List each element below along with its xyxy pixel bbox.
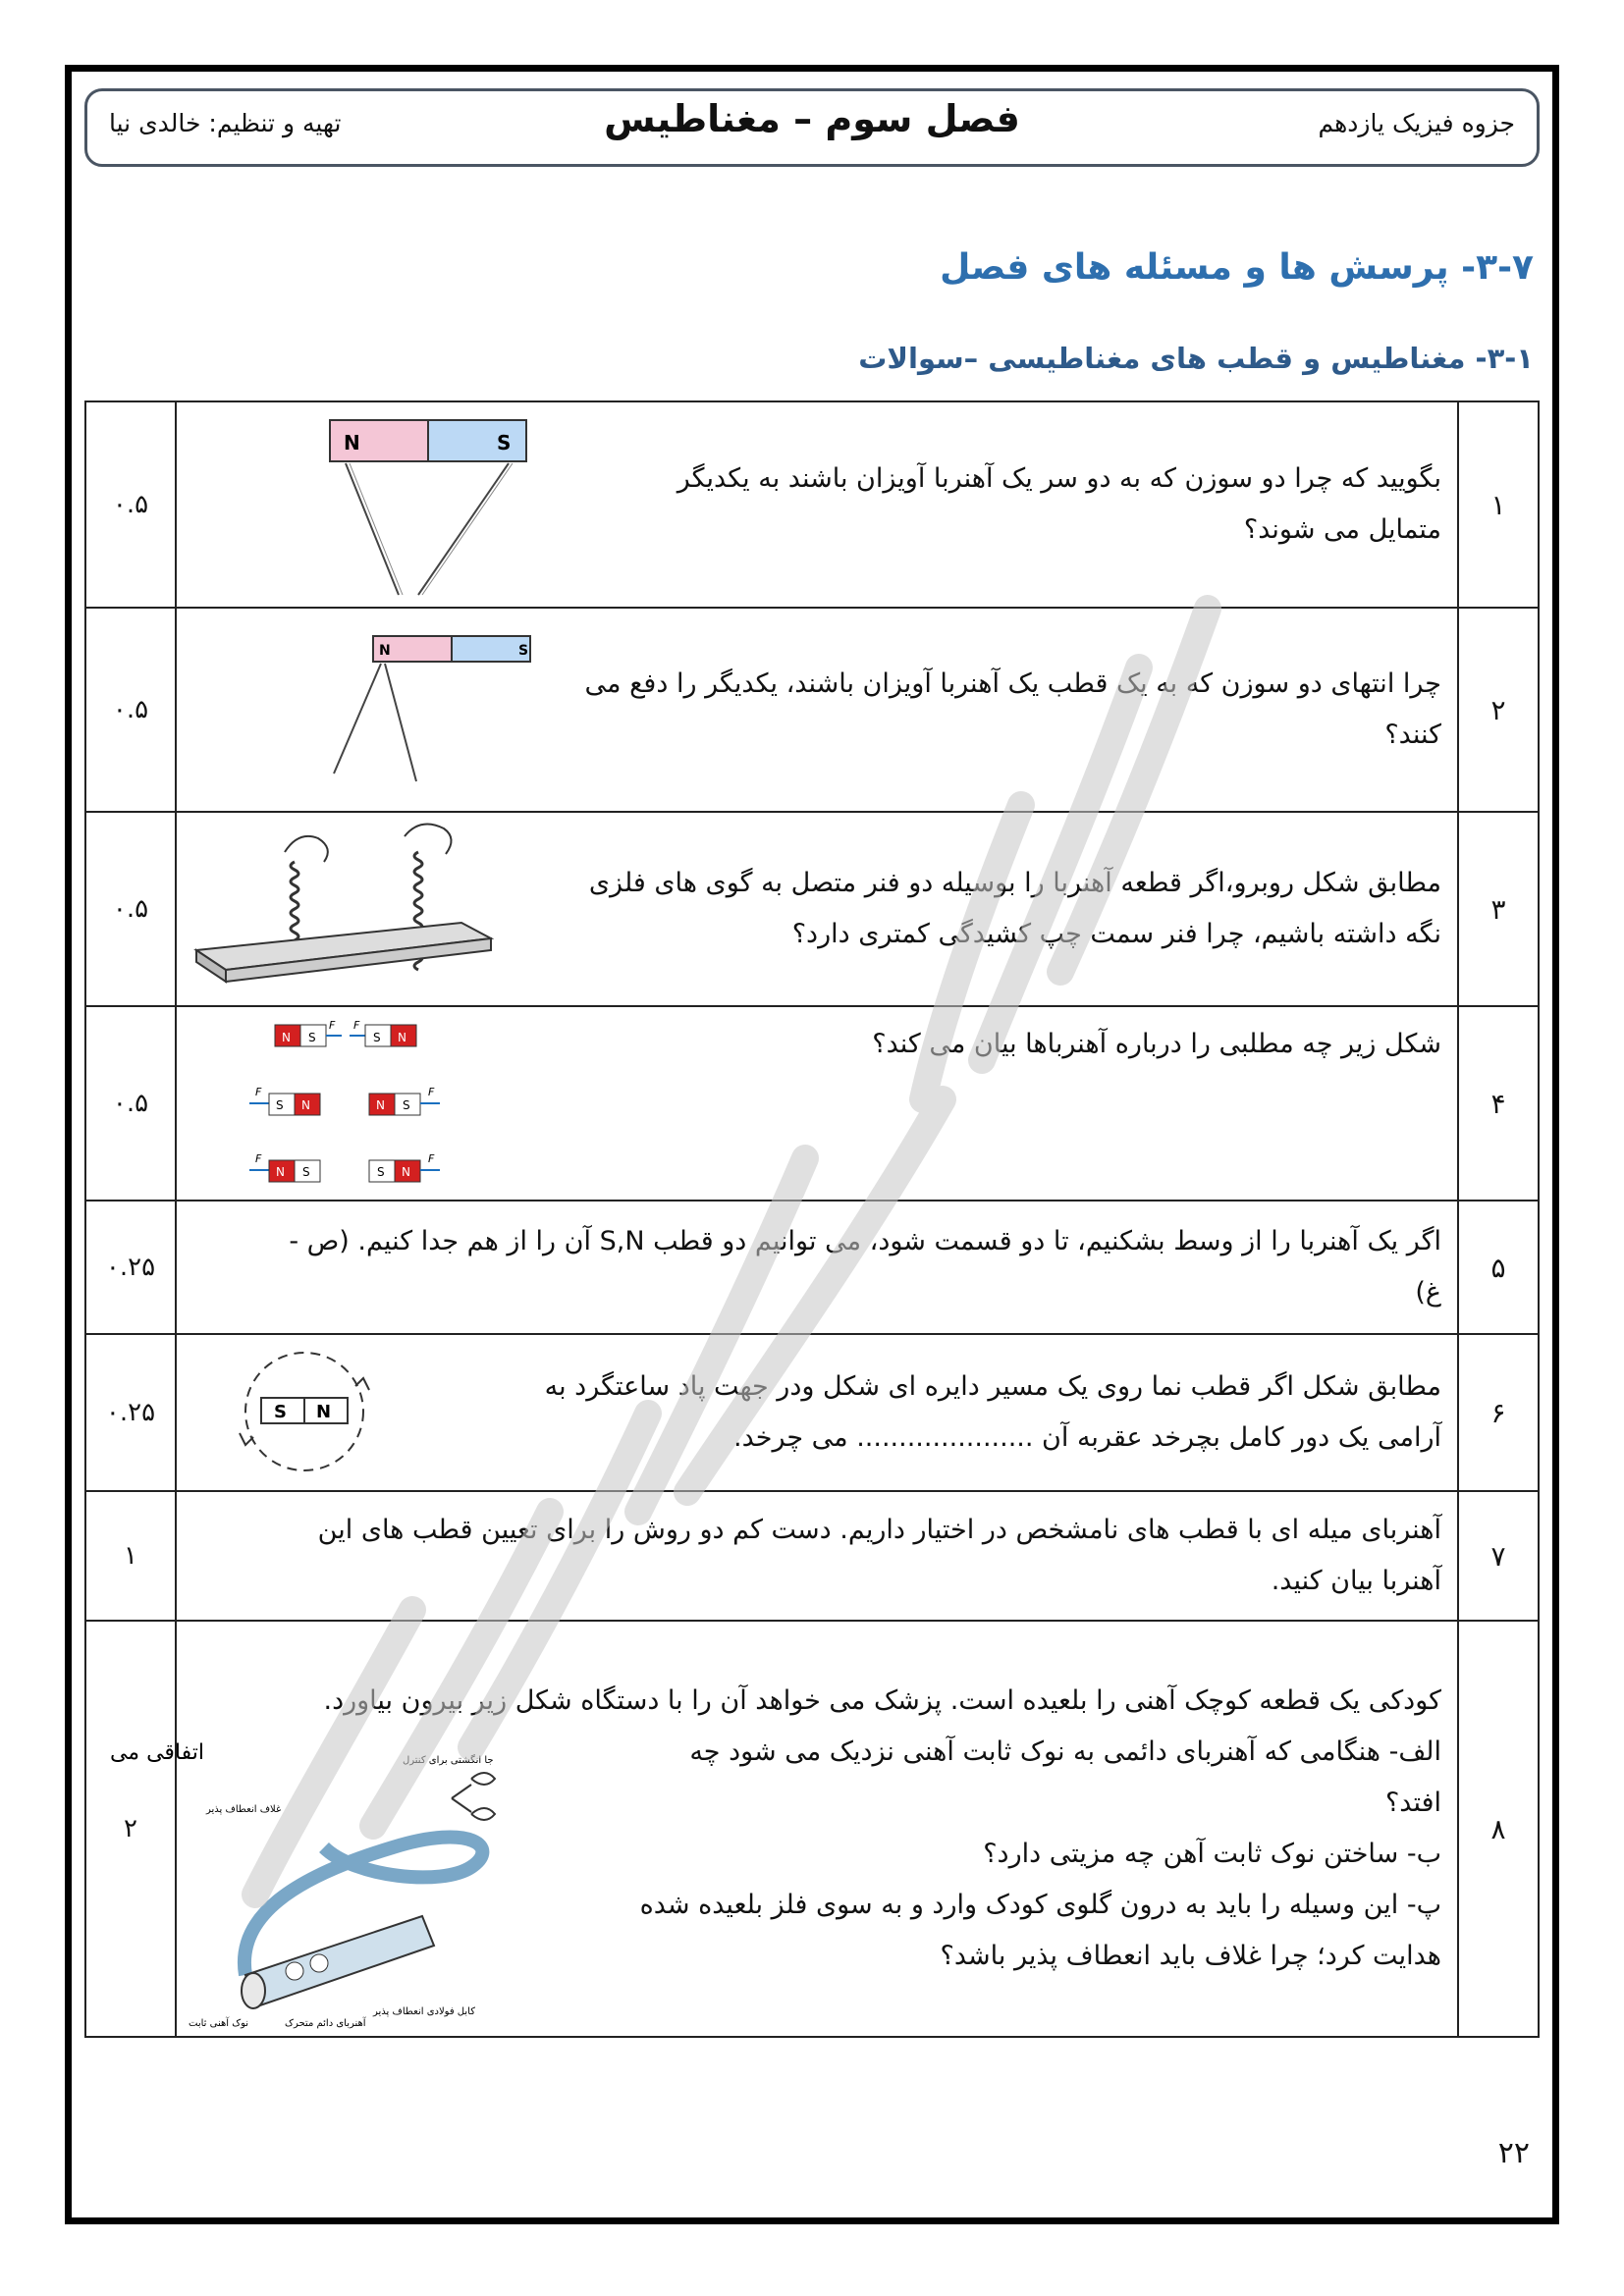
magnet-needles-repel-figure <box>177 609 530 809</box>
svg-text:N: N <box>398 1031 406 1044</box>
compass-circle-figure <box>177 1335 393 1488</box>
score-cell: ۲ <box>85 1621 176 2037</box>
questions-table <box>84 400 1540 2038</box>
svg-text:S: S <box>377 1165 385 1179</box>
question-line: الف- هنگامی که آهنربای دائمی به نوک ثابت آهنی نزدیک می شود چه <box>689 1736 1441 1767</box>
svg-text:N: N <box>379 643 391 659</box>
chapter-title: فصل سوم – مغناطیس <box>604 97 1020 140</box>
question-row-8 <box>85 1621 1539 2037</box>
svg-text:S: S <box>518 643 529 659</box>
magnet-needles-attract-figure <box>177 402 530 605</box>
author-credit: تهیه و تنظیم: خالدی نیا <box>109 109 342 137</box>
svg-text:N: N <box>301 1098 310 1112</box>
question-cell <box>176 1334 1458 1491</box>
question-row-1 <box>85 401 1539 608</box>
score-cell: ۰.۲۵ <box>85 1334 176 1491</box>
svg-text:N: N <box>402 1165 410 1179</box>
score-cell: ۰.۲۵ <box>85 1201 176 1334</box>
question-cell <box>176 1201 1458 1334</box>
svg-text:N: N <box>344 431 360 454</box>
booklet-title: جزوه فیزیک یازدهم <box>1318 109 1515 137</box>
svg-text:غلاف انعطاف پذیر: غلاف انعطاف پذیر <box>206 1804 282 1815</box>
question-row-3 <box>85 812 1539 1006</box>
svg-text:S: S <box>497 431 512 454</box>
question-cell <box>176 812 1458 1006</box>
svg-text:F: F <box>329 1019 336 1032</box>
svg-text:F: F <box>353 1019 360 1032</box>
page-header <box>84 88 1540 167</box>
question-number: ۷ <box>1458 1491 1539 1621</box>
question-number: ۱ <box>1458 401 1539 608</box>
svg-text:F: F <box>255 1086 262 1098</box>
question-line: مطابق شکل روبرو،اگر قطعه آهنربا را بوسیله دو فنر متصل به گوی های فلزی <box>588 868 1441 898</box>
svg-text:S: S <box>403 1098 410 1112</box>
question-row-7 <box>85 1491 1539 1621</box>
question-line: پ- این وسیله را باید به درون گلوی کودک وارد و به سوی فلز بلعیده شده <box>639 1890 1441 1920</box>
question-number: ۲ <box>1458 608 1539 812</box>
svg-text:N: N <box>316 1402 332 1422</box>
question-line: آرامی یک دور کامل بچرخد عقربه آن ..................... می چرخد. <box>733 1422 1441 1453</box>
question-line: ب- ساختن نوک ثابت آهن چه مزیتی دارد؟ <box>983 1839 1441 1869</box>
score-cell: ۰.۵ <box>85 1006 176 1201</box>
question-number: ۴ <box>1458 1006 1539 1201</box>
svg-text:N: N <box>276 1165 285 1179</box>
question-line: متمایل می شوند؟ <box>1243 514 1441 545</box>
question-row-6 <box>85 1334 1539 1491</box>
score-cell: ۱ <box>85 1491 176 1621</box>
svg-text:N: N <box>376 1098 385 1112</box>
question-line: هدایت کرد؛ چرا غلاف باید انعطاف پذیر باشد؟ <box>940 1941 1441 1971</box>
question-cell <box>176 1006 1458 1201</box>
svg-text:F: F <box>428 1086 435 1098</box>
magnet-springs-figure <box>177 813 501 1005</box>
question-line: اگر یک آهنربا را از وسط بشکنیم، تا دو قسمت شود، می توانیم دو قطب S,N آن را از هم جدا کنیم. (ص - <box>289 1226 1441 1256</box>
question-cell <box>176 608 1458 812</box>
question-line: بگویید که چرا دو سوزن که به دو سر یک آهنربا آویزان باشند به یکدیگر <box>677 463 1441 494</box>
question-line: غ) <box>1415 1277 1441 1308</box>
svg-text:S: S <box>274 1402 287 1422</box>
question-row-4 <box>85 1006 1539 1201</box>
question-line: نگه داشته باشیم، چرا فنر سمت چپ کشیدگی کمتری دارد؟ <box>791 919 1441 949</box>
question-number: ۶ <box>1458 1334 1539 1491</box>
question-line: افتد؟ <box>1384 1788 1441 1818</box>
question-cell <box>109 1621 1458 2037</box>
question-line: کودکی یک قطعه کوچک آهنی را بلعیده است. پزشک می خواهد آن را با دستگاه شکل زیر بیرون بیاورد. <box>323 1685 1441 1716</box>
question-row-5 <box>85 1201 1539 1334</box>
question-cell <box>176 1491 1458 1621</box>
svg-text:اتفاقی می: اتفاقی می <box>109 1740 204 1765</box>
question-line: آهنربای میله ای با قطب های نامشخص در اختیار داریم. دست کم دو روش را برای تعیین قطب های این <box>317 1515 1441 1545</box>
svg-text:S: S <box>276 1098 284 1112</box>
svg-text:F: F <box>255 1152 262 1165</box>
score-cell: ۰.۵ <box>85 608 176 812</box>
question-number: ۸ <box>1458 1621 1539 2037</box>
medical-magnet-device-figure <box>109 1622 530 2034</box>
svg-text:نوک آهنی ثابت: نوک آهنی ثابت <box>189 2018 249 2029</box>
page-number: ۲۲ <box>1497 2136 1530 2170</box>
svg-text:آهنربای دائم متحرک: آهنربای دائم متحرک <box>285 2018 366 2029</box>
question-line: مطابق شکل اگر قطب نما روی یک مسیر دایره ای شکل ودر جهت پاد ساعتگرد به <box>544 1371 1441 1402</box>
question-line: چرا انتهای دو سوزن که به یک قطب یک آهنربا آویزان باشند، یکدیگر را دفع می <box>584 668 1441 699</box>
question-line: شکل زیر چه مطلبی را درباره آهنرباها بیان می کند؟ <box>872 1029 1441 1059</box>
svg-text:S: S <box>373 1031 381 1044</box>
score-cell: ۰.۵ <box>85 812 176 1006</box>
score-cell: ۰.۵ <box>85 401 176 608</box>
svg-text:F: F <box>428 1152 435 1165</box>
svg-text:جا انگشتی برای کنترل: جا انگشتی برای کنترل <box>403 1755 494 1766</box>
question-cell <box>176 401 1458 608</box>
svg-text:S: S <box>308 1031 316 1044</box>
question-number: ۳ <box>1458 812 1539 1006</box>
question-number: ۵ <box>1458 1201 1539 1334</box>
svg-text:S: S <box>302 1165 310 1179</box>
question-line: کنند؟ <box>1384 720 1441 750</box>
question-row-2 <box>85 608 1539 812</box>
question-line: آهنربا بیان کنید. <box>1271 1566 1441 1596</box>
svg-text:کابل فولادی انعطاف پذیر: کابل فولادی انعطاف پذیر <box>373 2006 475 2017</box>
subsection-title: ۳-۱- مغناطیس و قطب های مغناطیسی –سوالات <box>858 342 1534 375</box>
section-title: ۳-۷- پرسش ها و مسئله های فصل <box>940 247 1534 288</box>
svg-text:N: N <box>282 1031 291 1044</box>
